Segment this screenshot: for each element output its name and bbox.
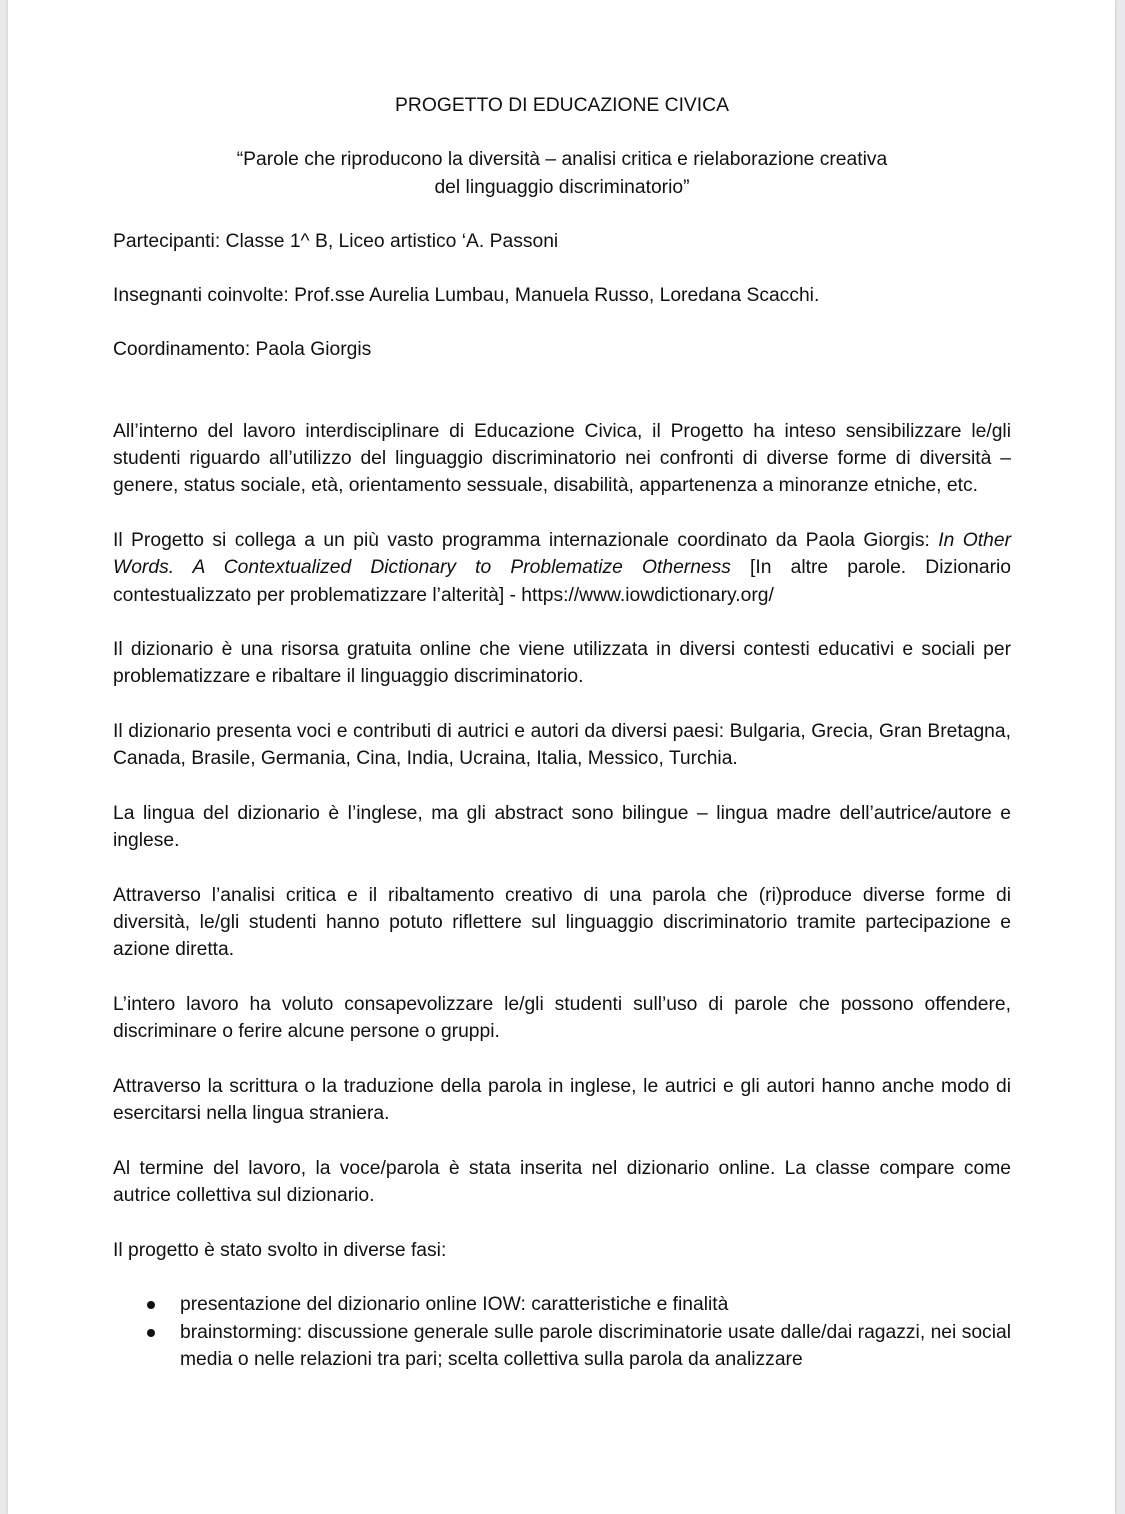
iow-dictionary-title: In Other Words. A Contextualized Dictionary to Problematize Otherness: [113, 529, 1011, 579]
paragraph: All’interno del lavoro interdisciplinare di Educazione Civica, il Progetto ha inteso sensibilizzare le/gli studenti riguardo all’utilizzo del linguaggio discriminatorio nei confronti di diverse forme di diversità – genere, status sociale, età, orientamento sessuale, disabilità, appartenenza a minoranze etniche, etc.: [113, 420, 1011, 497]
paragraph: Attraverso l’analisi critica e il ribaltamento creativo di una parola che (ri)produce diverse forme di diversità, le/gli studenti hanno potuto riflettere sul linguaggio discriminatorio tramite partecipazione e azione diretta.: [113, 884, 1011, 961]
phases-list: [113, 1291, 1011, 1373]
paragraph: Al termine del lavoro, la voce/parola è stata inserita nel dizionario online. La classe compare come autrice collettiva sul dizionario.: [113, 1157, 1011, 1207]
paragraph: Il dizionario presenta voci e contributi di autrici e autori da diversi paesi: Bulgaria, Grecia, Gran Bretagna, Canada, Brasile, Germania, Cina, India, Ucraina, Italia, Messico, Turchia.: [113, 721, 1011, 770]
list-item: presentazione del dizionario online IOW: caratteristiche e finalità: [180, 1291, 1011, 1318]
document-content: [113, 92, 1011, 1373]
subtitle-line: “Parole che riproducono la diversità – analisi critica e rielaborazione creativa: [236, 149, 888, 171]
project-subtitle: [113, 146, 1011, 201]
paragraph: L’intero lavoro ha voluto consapevolizzare le/gli studenti sull’uso di parole che possono offendere, discriminare o ferire alcune persone o gruppi.: [113, 994, 1011, 1043]
paragraph: La lingua del dizionario è l’inglese, ma gli abstract sono bilingue – lingua madre dell’autrice/autore e inglese.: [113, 802, 1011, 852]
participants-line: Partecipanti: Classe 1^ B, Liceo artistico ‘A. Passoni: [113, 230, 559, 252]
document-body: [113, 418, 1011, 1373]
iow-text-after: [In altre parole. Dizionario contestualizzato per problematizzare l’alterità] - https://www.iowdictionary.org/: [113, 557, 1011, 606]
paragraph: Attraverso la scrittura o la traduzione della parola in inglese, le autrici e gli autori hanno anche modo di esercitarsi nella lingua straniera.: [113, 1075, 1011, 1125]
teachers-line: Insegnanti coinvolte: Prof.sse Aurelia Lumbau, Manuela Russo, Loredana Scacchi.: [113, 285, 820, 307]
phases-intro: Il progetto è stato svolto in diverse fasi:: [113, 1239, 447, 1261]
iow-text-before: Il Progetto si collega a un più vasto programma internazionale coordinato da Paola Giorgis:: [113, 529, 939, 551]
list-item: brainstorming: discussione generale sulle parole discriminatorie usate dalle/dai ragazzi, nei social media o nelle relazioni tra pari; scelta collettiva sulla parola da analizzare: [180, 1319, 1011, 1374]
paragraph-iow-programme: [113, 527, 1011, 609]
document-title: PROGETTO DI EDUCAZIONE CIVICA: [395, 95, 729, 116]
coordination-line: Coordinamento: Paola Giorgis: [113, 339, 372, 361]
document-page: [8, 0, 1115, 1514]
paragraph: Il dizionario è una risorsa gratuita online che viene utilizzata in diversi contesti educativi e sociali per problematizzare e ribaltare il linguaggio discriminatorio.: [113, 639, 1011, 688]
subtitle-line: del linguaggio discriminatorio”: [434, 176, 690, 198]
